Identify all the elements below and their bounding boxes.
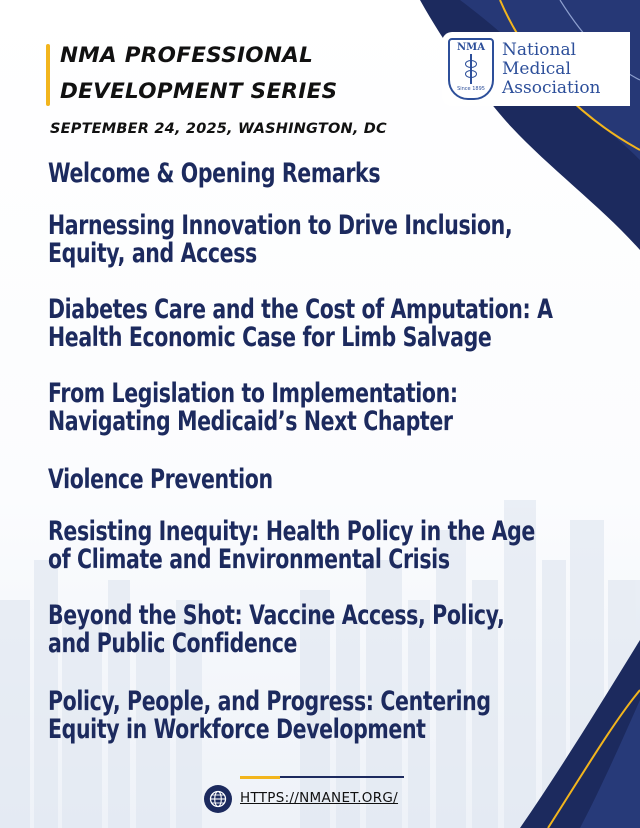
footer-accent xyxy=(240,776,280,779)
event-date-location: SEPTEMBER 24, 2025, WASHINGTON, DC xyxy=(50,121,387,137)
website-link[interactable]: HTTPS://NMANET.ORG/ xyxy=(240,790,399,806)
globe-icon xyxy=(204,785,232,813)
association-name-line-1: National xyxy=(502,39,577,60)
series-title-line-1: NMA PROFESSIONAL xyxy=(60,43,314,68)
agenda-item: Diabetes Care and the Cost of Amputation: A Health Economic Case for Limb Salvage xyxy=(48,294,553,353)
agenda-item: Policy, People, and Progress: Centering Equity in Workforce Development xyxy=(48,686,491,745)
title-accent-bar xyxy=(46,44,50,106)
caduceus-icon xyxy=(470,54,472,84)
agenda-item: From Legislation to Implementation: Navigating Medicaid’s Next Chapter xyxy=(48,378,458,437)
series-title xyxy=(60,38,337,110)
nma-seal-icon xyxy=(448,38,494,100)
association-name-line-2: Medical xyxy=(502,58,571,79)
association-name xyxy=(502,41,601,98)
globe-icon-graphic xyxy=(209,790,227,808)
agenda-item: Beyond the Shot: Vaccine Access, Policy, and Public Confidence xyxy=(48,600,505,659)
seal-since: Since 1895 xyxy=(457,86,485,92)
agenda-item: Violence Prevention xyxy=(48,464,273,495)
seal-abbreviation: NMA xyxy=(457,42,485,53)
agenda-item: Resisting Inequity: Health Policy in the Age of Climate and Environmental Crisis xyxy=(48,516,535,575)
agenda-item: Harnessing Innovation to Drive Inclusion, Equity, and Access xyxy=(48,210,513,269)
agenda-item: Welcome & Opening Remarks xyxy=(48,158,381,189)
nma-logo xyxy=(442,32,630,106)
series-title-line-2: DEVELOPMENT SERIES xyxy=(60,79,338,104)
association-name-line-3: Association xyxy=(502,77,601,98)
